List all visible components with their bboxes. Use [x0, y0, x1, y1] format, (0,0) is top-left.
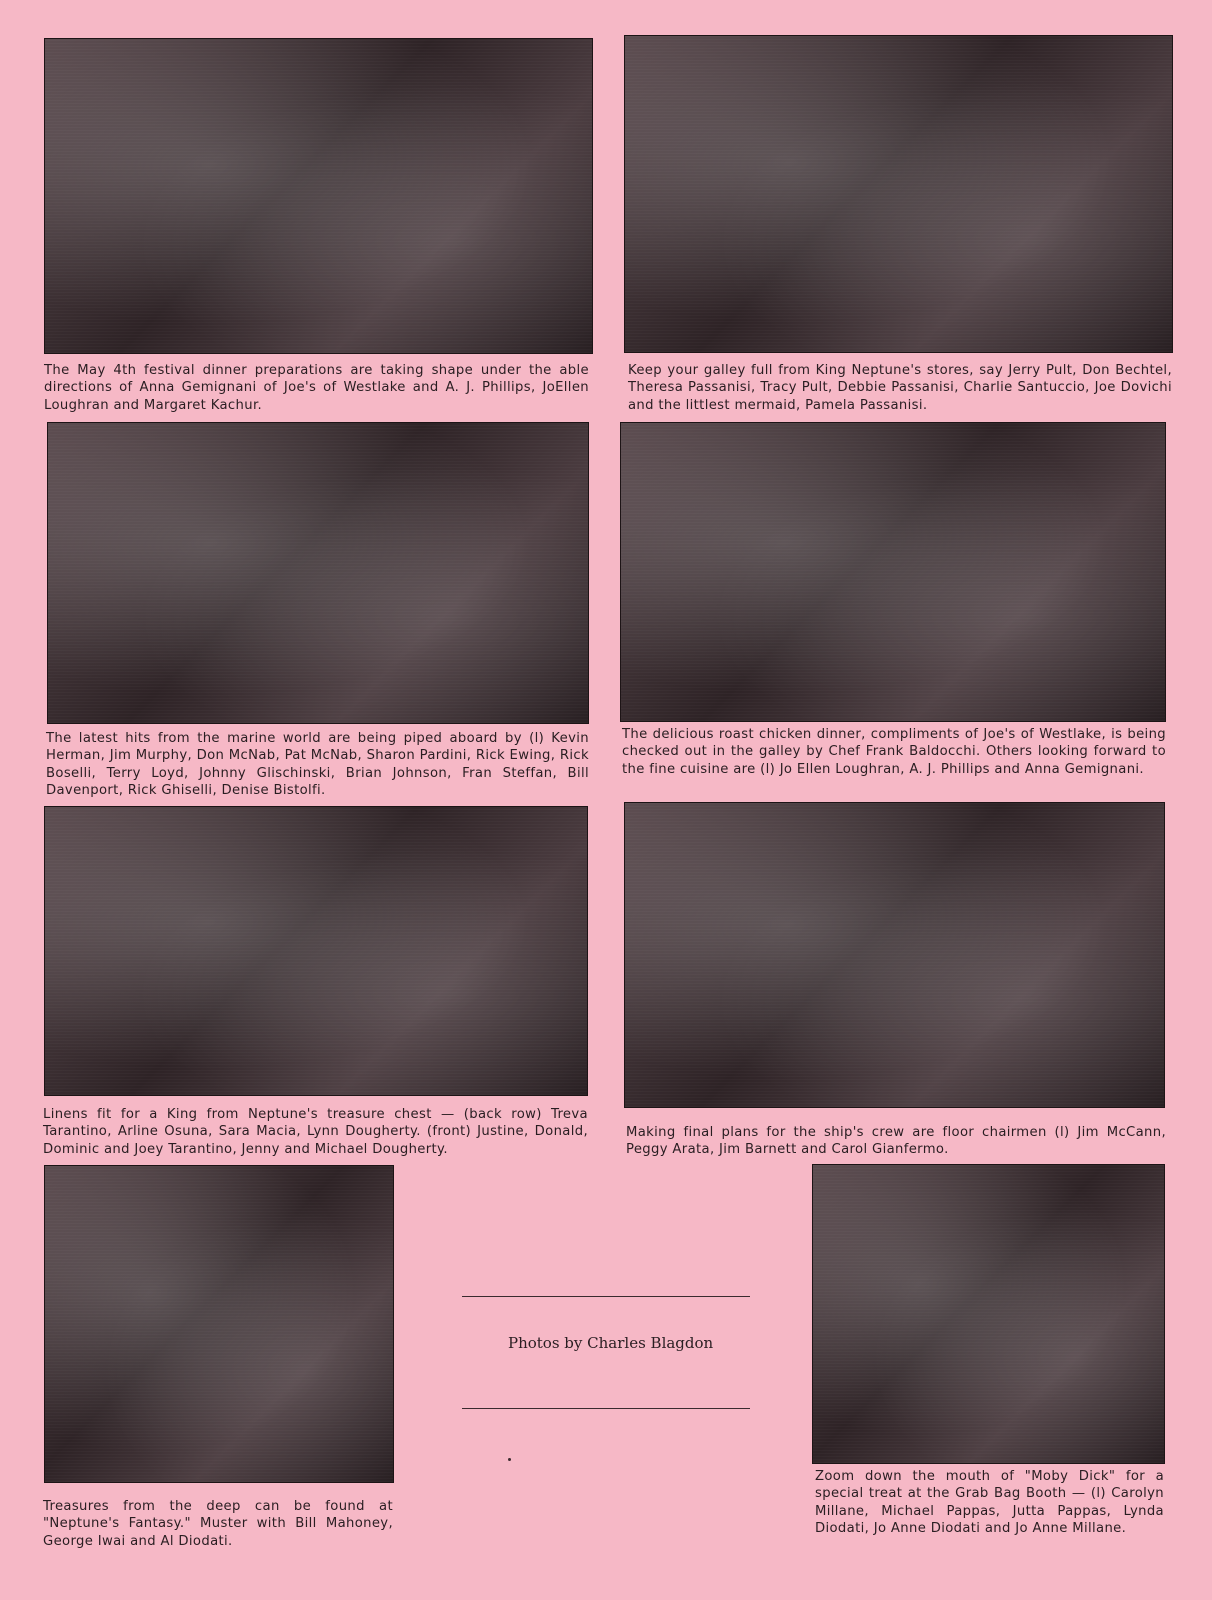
- photo-credit: Photos by Charles Blagdon: [508, 1334, 714, 1352]
- photo-galley-stores: [624, 35, 1173, 353]
- caption-festival-dinner-preparations: The May 4th festival dinner preparations are taking shape under the able directions of Anna Gemignani of Joe's of Westlake and A. J. Phillips, JoEllen Loughran and Margaret Kachur.: [44, 363, 589, 413]
- credit-rule-top: [462, 1296, 750, 1297]
- photo-moby-dick-grab-bag: [812, 1164, 1165, 1464]
- photo-marine-hits: [47, 422, 589, 724]
- credit-rule-bottom: [462, 1408, 750, 1409]
- caption-roast-chicken-dinner: The delicious roast chicken dinner, compliments of Joe's of Westlake, is being checked out in the galley by Chef Frank Baldocchi. Others looking forward to the fine cuisine are (l) Jo Ellen Loughran, A. J. Phillips and Anna Gemignani.: [622, 727, 1166, 777]
- photo-roast-chicken-dinner: [620, 422, 1166, 722]
- caption-marine-hits: The latest hits from the marine world are being piped aboard by (l) Kevin Herman, Jim Murphy, Don McNab, Pat McNab, Sharon Pardini, Rick Ewing, Rick Boselli, Terry Loyd, Johnny Glischinski, Brian Johnson, Fran Steffan, Bill Davenport, Rick Ghiselli, Denise Bistolfi.: [46, 731, 589, 799]
- print-speck: [508, 1458, 511, 1461]
- photo-ships-crew-chairmen: [624, 802, 1165, 1108]
- photo-festival-dinner-preparations: [44, 38, 593, 354]
- caption-neptunes-fantasy: Treasures from the deep can be found at "Neptune's Fantasy." Muster with Bill Mahoney, George Iwai and Al Diodati.: [43, 1499, 393, 1549]
- photo-treasure-chest-linens: [44, 806, 588, 1096]
- caption-moby-dick-grab-bag: Zoom down the mouth of "Moby Dick" for a special treat at the Grab Bag Booth — (l) Carolyn Millane, Michael Pappas, Jutta Pappas, Lynda Diodati, Jo Anne Diodati and Jo Anne Millane.: [815, 1469, 1164, 1537]
- caption-treasure-chest-linens: Linens fit for a King from Neptune's treasure chest — (back row) Treva Tarantino, Arline Osuna, Sara Macia, Lynn Dougherty. (front) Justine, Donald, Dominic and Joey Tarantino, Jenny and Michael Dougherty.: [43, 1107, 588, 1157]
- caption-galley-stores: Keep your galley full from King Neptune's stores, say Jerry Pult, Don Bechtel, Theresa Passanisi, Tracy Pult, Debbie Passanisi, Charlie Santuccio, Joe Dovichi and the littlest mermaid, Pamela Passanisi.: [628, 363, 1172, 413]
- photo-neptunes-fantasy: [44, 1165, 394, 1483]
- caption-ships-crew-chairmen: Making final plans for the ship's crew are floor chairmen (l) Jim McCann, Peggy Arata, Jim Barnett and Carol Gianfermo.: [626, 1125, 1166, 1158]
